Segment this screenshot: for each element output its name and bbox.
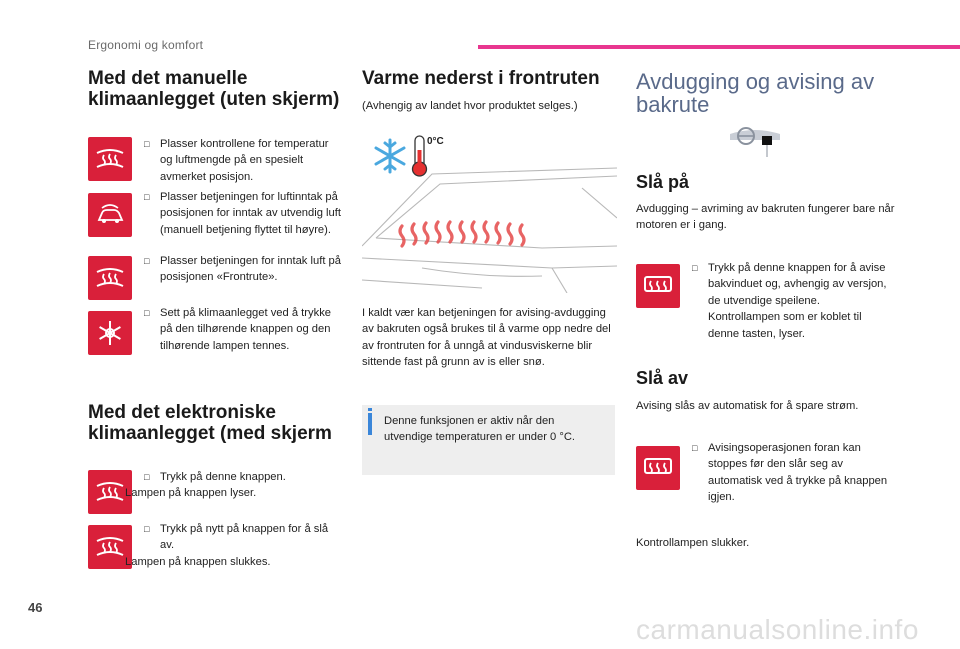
watermark: carmanualsonline.info — [636, 614, 919, 645]
section-header: Ergonomi og komfort — [88, 38, 204, 52]
country-note: (Avhengig av landet hvor produktet selges.) — [362, 100, 578, 112]
page-number: 46 — [28, 600, 43, 615]
title-windshield-heat: Varme nederst i frontruten — [362, 68, 600, 89]
snowflake-icon — [376, 140, 404, 172]
turn-off-after: Kontrollampen slukker. — [636, 537, 750, 549]
manual-item-1: □ Plasser kontrollene for temperatur og luftmengde på en spesielt avmerket posisjon. — [144, 138, 329, 183]
info-icon-bar — [368, 413, 372, 435]
title-electronic-ac: Med det elektroniske klimaanlegget (med skjerm — [88, 402, 332, 444]
windshield-illustration — [362, 128, 617, 293]
title-turn-off: Slå av — [636, 368, 689, 388]
header-bar — [478, 45, 960, 49]
air-recirculation-icon — [88, 193, 132, 237]
title-rear-defrost: Avdugging og avising av bakrute — [636, 69, 875, 117]
turn-on-item: □ Trykk på denne knappen for å avise bakvinduet og, avhengig av versjon, de utvendige speilene. Kontrollampen som er koblet til denne tasten, lyser. — [692, 262, 887, 340]
turn-off-text: Avising slås av automatisk for å spare strøm. — [636, 400, 859, 412]
title-turn-on: Slå på — [636, 172, 690, 192]
windshield-defrost-icon — [88, 137, 132, 181]
manual-item-4: □ Sett på klimaanlegget ved å trykke på den tilhørende knappen og den tilhørende lampen tennes. — [144, 307, 332, 352]
title-manual-ac: Med det manuelle klimaanlegget (uten skjerm) — [88, 68, 340, 110]
info-text: Denne funksjonen er aktiv når den utvendige temperaturen er under 0 °C. — [384, 415, 576, 444]
rear-window-defrost-icon — [636, 264, 680, 308]
thermometer-icon — [413, 136, 427, 176]
dashboard-icon — [730, 126, 780, 160]
electronic-item-1: □ Trykk på denne knappen. Lampen på knappen lyser. — [125, 471, 286, 500]
turn-off-item: □ Avisingsoperasjonen foran kan stoppes før den slår seg av automatisk ved å trykke på knappen igjen. — [692, 442, 888, 504]
temp-label: 0°C — [427, 136, 444, 147]
electronic-item-2: □ Trykk på nytt på knappen for å slå av. Lampen på knappen slukkes. — [125, 523, 329, 568]
windshield-body-text: I kaldt vær kan betjeningen for avising-avdugging av bakruten også brukes til å varme opp nedre del av frontruten for å unngå at vindusviskerne blir sittende fast på grunn av is eller snø. — [362, 307, 611, 369]
info-icon — [368, 408, 372, 411]
turn-on-text: Avdugging – avriming av bakruten fungerer bare når motoren er i gang. — [636, 203, 895, 232]
manual-item-3: □ Plasser betjeningen for inntak luft på posisjonen «Frontrute». — [144, 255, 341, 284]
windshield-defrost-icon — [88, 256, 132, 300]
snowflake-ac-icon — [88, 311, 132, 355]
manual-item-2: □ Plasser betjeningen for luftinntak på posisjonen for inntak av utvendig luft (manuell betjening flyttet til høyre). — [144, 191, 341, 236]
rear-window-defrost-icon — [636, 446, 680, 490]
